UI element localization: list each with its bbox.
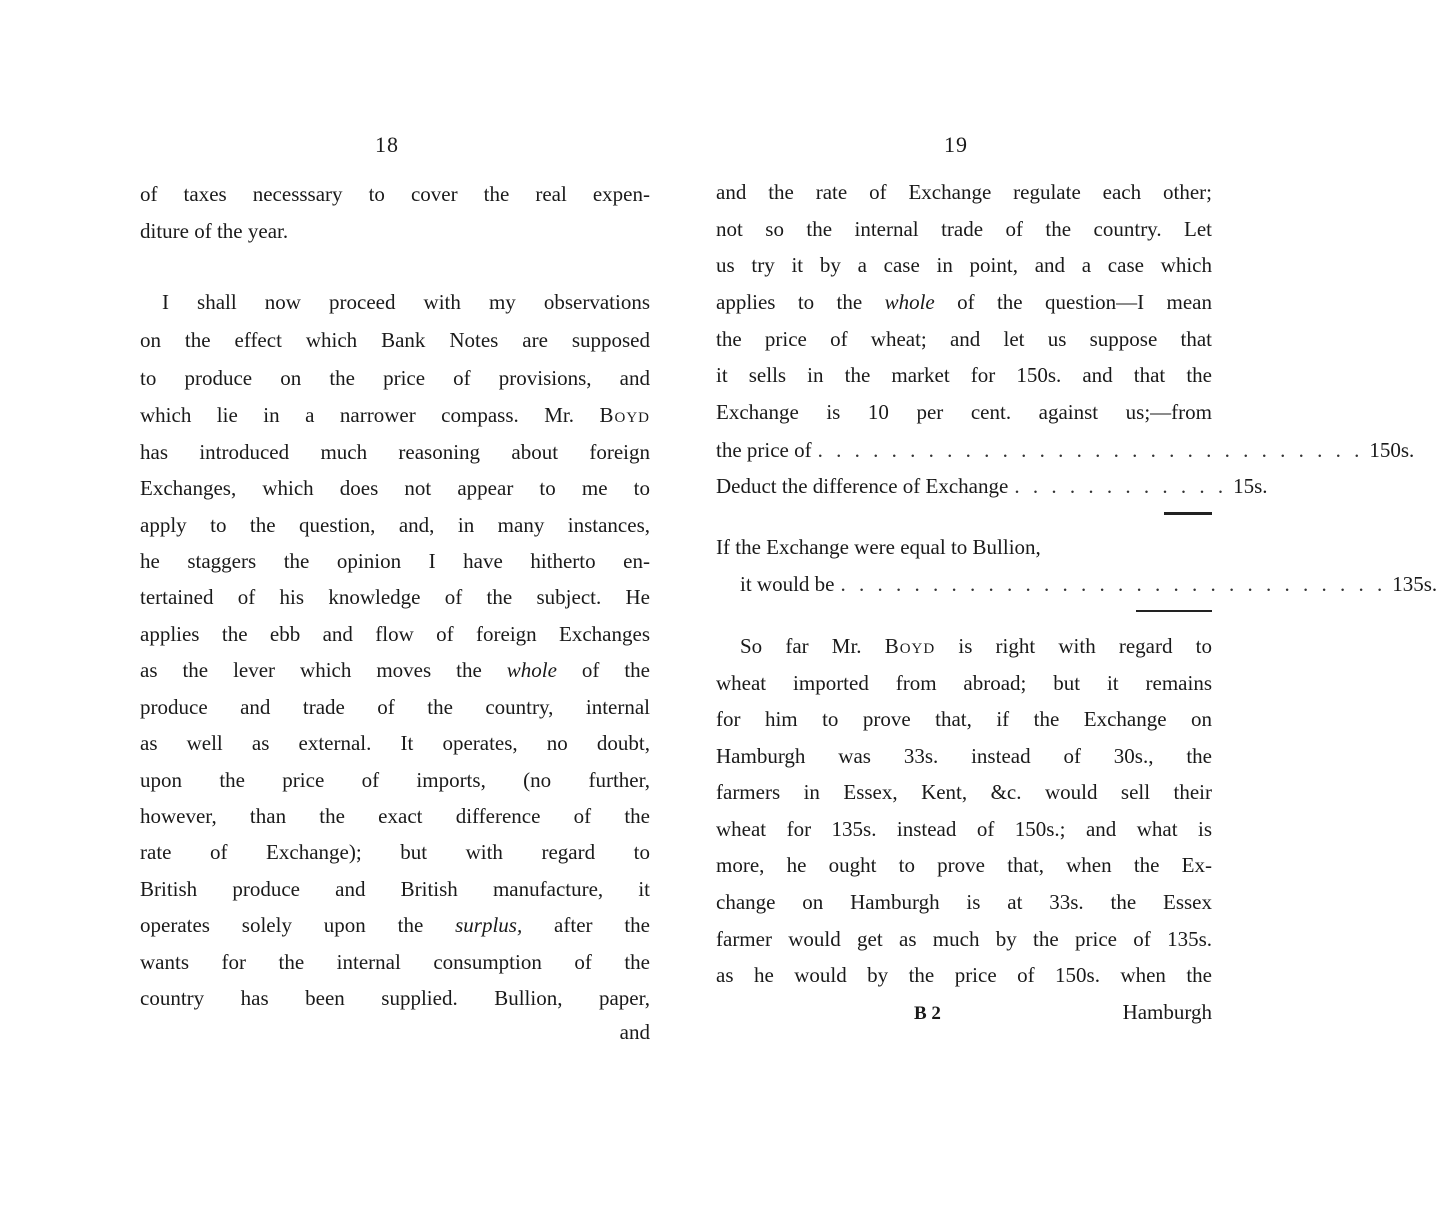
text-line: country has been supplied. Bullion, paper, [140,986,650,1010]
text-line: Exchanges, which does not appear to me to [140,476,650,500]
text-line: as well as external. It operates, no doubt, [140,731,650,755]
leader-dots: . . . . . . . . . . . . . . . . . . . . . . . . . . . . . . [817,438,1364,462]
text-line: operates solely upon the surplus, after the [140,913,650,937]
calc-amount: 150s. [1369,438,1415,462]
text-line: produce and trade of the country, internal [140,695,650,719]
text-line: applies the ebb and flow of foreign Exchanges [140,622,650,646]
text-line: as the lever which moves the whole of the [140,658,650,682]
text-line: applies to the whole of the question—I mean [716,290,1212,314]
catchword-right: Hamburgh [1122,1000,1212,1024]
text-line: upon the price of imports, (no further, [140,768,650,792]
text-line: has introduced much reasoning about foreign [140,440,650,464]
text-line: and the rate of Exchange regulate each other; [716,180,1212,204]
text-line: to produce on the price of provisions, and [140,366,650,390]
leader-dots: . . . . . . . . . . . . [1014,474,1228,498]
text-line: So far Mr. Boyd is right with regard to [740,634,1212,658]
signature-mark: B 2 [914,1003,941,1024]
text-line: diture of the year. [140,219,289,243]
text-line: it sells in the market for 150s. and that the [716,363,1212,387]
text-line: of taxes necesssary to cover the real expen- [140,182,650,206]
page-number-left: 18 [375,132,399,157]
text-line: Exchange is 10 per cent. against us;—from [716,400,1212,424]
calc-label: it would be [740,572,835,596]
text-line: not so the internal trade of the country. Let [716,217,1212,241]
calc-amount: 135s. [1392,572,1437,596]
calc-row-result [716,572,1437,597]
leader-dots: . . . . . . . . . . . . . . . . . . . . . . . . . . . . . . [840,572,1387,596]
text-line: as he would by the price of 150s. when the [716,963,1212,987]
sum-rule [1164,512,1212,515]
text-line: the price of wheat; and let us suppose that [716,327,1212,351]
catchword-left: and [619,1020,650,1044]
text-line: tertained of his knowledge of the subject. He [140,585,650,609]
text-line: rate of Exchange); but with regard to [140,840,650,864]
text-line: he staggers the opinion I have hitherto en- [140,549,650,573]
text-line: farmers in Essex, Kent, &c. would sell their [716,780,1212,804]
calc-label: Deduct the difference of Exchange [716,474,1009,498]
calc-row-price [716,438,1415,463]
calc-amount: 15s. [1233,474,1268,498]
text-line: If the Exchange were equal to Bullion, [716,535,1041,559]
text-line: wants for the internal consumption of the [140,950,650,974]
text-line: us try it by a case in point, and a case which [716,253,1212,277]
text-line: wheat for 135s. instead of 150s.; and what is [716,817,1212,841]
text-line: British produce and British manufacture, it [140,877,650,901]
text-line: for him to prove that, if the Exchange on [716,707,1212,731]
calc-row-deduct [716,474,1268,499]
sum-rule [1136,610,1212,612]
text-line: apply to the question, and, in many instances, [140,513,650,537]
text-line: farmer would get as much by the price of 135s. [716,927,1212,951]
text-line: more, he ought to prove that, when the Ex- [716,853,1212,877]
page-number-right: 19 [944,132,968,157]
text-line: I shall now proceed with my observations [162,290,650,314]
text-line: however, than the exact difference of the [140,804,650,828]
text-line: Hamburgh was 33s. instead of 30s., the [716,744,1212,768]
text-line: wheat imported from abroad; but it remains [716,671,1212,695]
text-line: change on Hamburgh is at 33s. the Essex [716,890,1212,914]
text-line: on the effect which Bank Notes are supposed [140,328,650,352]
calc-label: the price of [716,438,812,462]
text-line: which lie in a narrower compass. Mr. Boyd [140,403,650,427]
